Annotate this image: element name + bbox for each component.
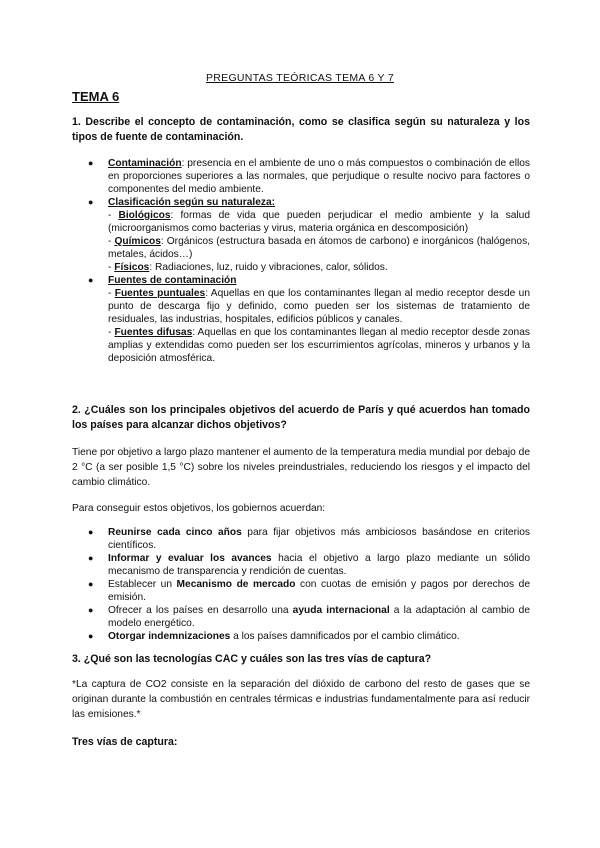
bullet-icon: ● bbox=[88, 527, 94, 537]
list-item bbox=[88, 604, 530, 630]
sub-item-text: : Radiaciones, luz, ruido y vibraciones, calor, sólidos. bbox=[149, 262, 388, 273]
document-title: PREGUNTAS TEÓRICAS TEMA 6 Y 7 bbox=[205, 72, 395, 84]
bullet-icon: ● bbox=[88, 631, 94, 641]
bullet-icon: ● bbox=[88, 605, 94, 615]
item-keyword: Mecanismo de mercado bbox=[176, 579, 296, 590]
sub-item-difusas: - Fuentes difusas: Aquellas en que los contaminantes llegan al medio receptor desde zonas amplias y extendidas como pueden ser los escurrimientos agrícolas, mineros y urbanos y la deposición atmosférica. bbox=[108, 327, 530, 364]
item-suffix: a los países damnificados por el cambio climático. bbox=[230, 631, 460, 642]
term-label: Contaminación bbox=[108, 158, 182, 169]
sub-item-text: : formas de vida que pueden perjudicar el medio ambiente y la salud (microorganismos como bacterias y virus, materia orgánica en descomposición) bbox=[108, 210, 530, 234]
question-2-paragraph-1: Tiene por objetivo a largo plazo mantener el aumento de la temperatura media mundial por debajo de 2 °C (a ser posible 1,5 °C) sobre los niveles preindustriales, reduciendo los riesgos y el impacto del cambio climático. bbox=[72, 447, 530, 488]
sub-item-text: : Aquellas en que los contaminantes llegan al medio receptor desde un punto de descarga fijo y definido, como pueden ser los sistemas de tratamiento de residuales, las industrias, hospitales, edificios públicos y canales. bbox=[108, 288, 530, 325]
item-suffix: para fijar objetivos más ambiciosos basándose en criterios científicos. bbox=[108, 527, 530, 551]
item-prefix: Establecer un bbox=[108, 579, 177, 590]
sub-item-text: : Aquellas en que los contaminantes llegan al medio receptor desde zonas amplias y extendidas como pueden ser los escurrimientos agrícolas, mineros y urbanos y la deposición atmosférica. bbox=[108, 327, 530, 364]
item-suffix: a la adaptación al cambio de modelo energético. bbox=[108, 605, 530, 629]
section-heading: TEMA 6 bbox=[72, 89, 120, 104]
bullet-icon: ● bbox=[88, 197, 94, 207]
sub-item-biologicos: - Biológicos: formas de vida que pueden perjudicar el medio ambiente y la salud (microorganismos como bacterias y virus, materia orgánica en descomposición) bbox=[108, 210, 530, 234]
list-item bbox=[88, 630, 530, 643]
question-3: 3. ¿Qué son las tecnologías CAC y cuáles son las tres vías de captura? bbox=[72, 653, 432, 665]
term-label: Clasificación según su naturaleza: bbox=[108, 197, 276, 208]
list-item bbox=[88, 552, 530, 578]
sub-item-label: Biológicos bbox=[118, 210, 171, 221]
sub-item-label: Químicos bbox=[114, 236, 161, 247]
sub-item-quimicos: - Químicos: Orgánicos (estructura basada en átomos de carbono) e inorgánicos (halógenos, metales, ácidos…) bbox=[108, 236, 530, 260]
item-keyword: ayuda internacional bbox=[292, 605, 390, 616]
question-3-subheading: Tres vías de captura: bbox=[72, 736, 178, 748]
item-keyword: Otorgar indemnizaciones bbox=[108, 631, 231, 642]
sub-item-label: Físicos bbox=[114, 262, 150, 273]
sub-item-text: : Orgánicos (estructura basada en átomos de carbono) e inorgánicos (halógenos, metales, ácidos…) bbox=[108, 236, 530, 260]
bullet-icon: ● bbox=[88, 275, 94, 285]
list-item-contaminacion bbox=[88, 157, 530, 196]
bullet-icon: ● bbox=[88, 579, 94, 589]
item-keyword: Reunirse cada cinco años bbox=[108, 527, 242, 538]
list-item-fuentes bbox=[88, 274, 530, 365]
list-item bbox=[88, 526, 530, 552]
question-1: 1. Describe el concepto de contaminación, como se clasifica según su naturaleza y los tipos de fuente de contaminación. bbox=[72, 116, 530, 143]
question-2: 2. ¿Cuáles son los principales objetivos del acuerdo de París y qué acuerdos han tomado los países para alcanzar dichos objetivos? bbox=[72, 404, 530, 431]
item-keyword: Informar y evaluar los avances bbox=[108, 553, 272, 564]
question-2-list bbox=[88, 526, 530, 643]
sub-item-label: Fuentes puntuales bbox=[114, 288, 206, 299]
item-suffix: hacia el objetivo a largo plazo mediante un sólido mecanismo de transparencia y rendición de cuentas. bbox=[108, 553, 530, 577]
list-item bbox=[88, 578, 530, 604]
question-3-paragraph: *La captura de CO2 consiste en la separación del dióxido de carbono del resto de gases que se originan durante la combustión en centrales térmicas e industrias fundamentalmente para así reducir las emisiones.* bbox=[72, 679, 530, 720]
term-definition: : presencia en el ambiente de uno o más compuestos o combinación de ellos en proporciones superiores a las normales, que perjudique o resulte nocivo para factores o componentes del medio ambiente. bbox=[108, 158, 530, 195]
question-1-list bbox=[88, 157, 530, 365]
sub-item-fisicos: - Físicos: Radiaciones, luz, ruido y vibraciones, calor, sólidos. bbox=[108, 262, 388, 273]
item-prefix: Ofrecer a los países en desarrollo una bbox=[108, 605, 293, 616]
sub-item-puntuales: - Fuentes puntuales: Aquellas en que los contaminantes llegan al medio receptor desde un punto de descarga fijo y definido, como pueden ser los sistemas de tratamiento de residuales, las industrias, hospitales, edificios públicos y canales. bbox=[108, 288, 530, 325]
sub-item-label: Fuentes difusas bbox=[114, 327, 193, 338]
list-item-clasificacion bbox=[88, 196, 530, 274]
item-suffix: con cuotas de emisión y pagos por derechos de emisión. bbox=[108, 579, 531, 603]
question-2-paragraph-2: Para conseguir estos objetivos, los gobiernos acuerdan: bbox=[72, 503, 326, 514]
bullet-icon: ● bbox=[88, 553, 94, 563]
bullet-icon: ● bbox=[88, 158, 94, 168]
term-label: Fuentes de contaminación bbox=[108, 275, 237, 286]
